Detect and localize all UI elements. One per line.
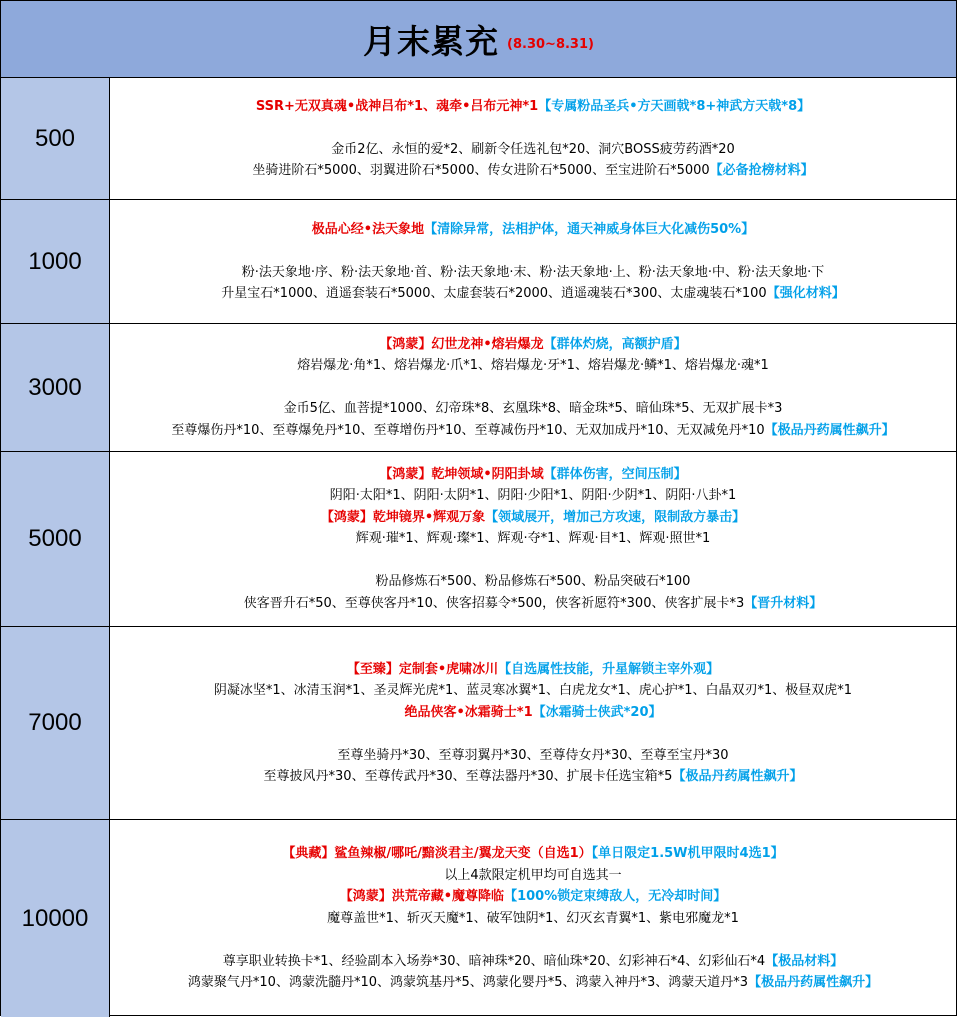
reward-text: 金币2亿、永恒的爱*2、刷新令任选礼包*20、洞穴BOSS疲劳药酒*20 — [331, 141, 735, 157]
reward-note: 【群体伤害，空间压制】 — [543, 466, 687, 482]
tier-table — [1, 78, 956, 1017]
reward-text: 鸿蒙聚气丹*10、鸿蒙洗髓丹*10、鸿蒙筑基丹*5、鸿蒙化婴丹*5、鸿蒙入神丹*3、鸿蒙天道丹*3 — [187, 975, 749, 991]
reward-text: 坐骑进阶石*5000、羽翼进阶石*5000、传女进阶石*5000、至宝进阶石*5000 — [252, 163, 710, 178]
reward-text: 阴阳·太阳*1、阴阳·太阴*1、阴阳·少阳*1、阴阳·少阴*1、阴阳·八卦*1 — [329, 488, 737, 504]
reward-text: 尊享职业转换卡*1、经验副本入场券*30、暗神珠*20、暗仙珠*20、幻彩神石*4、幻彩仙石*4 — [222, 953, 766, 969]
reward-note: 【自选属性技能，升星解锁主宰外观】 — [498, 661, 720, 677]
reward-note: 【群体灼烧，高额护盾】 — [543, 336, 687, 352]
reward-text: 至尊爆伤丹*10、至尊爆免丹*10、至尊增伤丹*10、至尊减伤丹*10、无双加成丹*10、无双减免丹*10 — [171, 422, 765, 438]
reward-note: 【极品丹药属性飙升】 — [764, 422, 895, 438]
reward-line — [340, 886, 726, 908]
reward-line — [347, 659, 719, 681]
tier-row — [1, 627, 956, 820]
tier-row — [1, 324, 956, 452]
reward-line — [337, 745, 728, 767]
tier-amount: 5000 — [1, 452, 110, 626]
reward-line — [242, 262, 825, 284]
reward-line — [356, 528, 711, 550]
highlight-reward: 【鸿蒙】幻世龙神•熔岩爆龙 — [379, 336, 544, 352]
reward-text: 粉·法天象地·序、粉·法天象地·首、粉·法天象地·末、粉·法天象地·上、粉·法天象地·中、粉·法天象地·下 — [241, 264, 825, 280]
reward-note: 【单日限定1.5W机甲限时4选1】 — [591, 846, 784, 862]
reward-text: 魔尊盖世*1、斩灭天魔*1、破军蚀阴*1、幻灭玄青翼*1、紫电邪魔龙*1 — [327, 910, 739, 926]
reward-line — [444, 865, 621, 887]
tier-row — [1, 200, 956, 324]
tier-rewards — [110, 200, 956, 323]
tier-row — [1, 820, 956, 1017]
tier-amount: 3000 — [1, 324, 110, 451]
reward-note: 【专属粉品圣兵•方天画戟*8+神武方天戟*8】 — [538, 98, 811, 114]
highlight-reward: 【鸿蒙】乾坤领域•阴阳卦域 — [379, 466, 544, 482]
highlight-reward: 【鸿蒙】乾坤镜界•辉观万象 — [320, 509, 486, 525]
reward-line — [297, 355, 769, 377]
reward-text: 升星宝石*1000、逍遥套装石*5000、太虚套装石*2000、逍遥魂装石*300、太虚魂装石*100 — [221, 286, 767, 301]
reward-line — [284, 398, 783, 420]
event-date-range: (8.30~8.31) — [507, 36, 594, 52]
tier-rewards — [110, 627, 956, 819]
tier-amount: 10000 — [1, 820, 110, 1017]
reward-line — [379, 464, 686, 486]
reward-text: 熔岩爆龙·角*1、熔岩爆龙·爪*1、熔岩爆龙·牙*1、熔岩爆龙·鳞*1、熔岩爆龙·魂*1 — [297, 358, 769, 374]
reward-line — [379, 334, 686, 356]
reward-text: 以上4款限定机甲均可自选其一 — [444, 867, 622, 883]
reward-text: 粉品修炼石*500、粉品修炼石*500、粉品突破石*100 — [375, 574, 691, 590]
reward-line — [221, 283, 844, 305]
reward-text: 至尊坐骑丹*30、至尊羽翼丹*30、至尊侍女丹*30、至尊至宝丹*30 — [337, 747, 729, 763]
tier-row — [1, 78, 956, 200]
reward-line — [214, 680, 852, 702]
reward-note: 【清除异常，法相护体，通天神威身体巨大化减伤50%】 — [424, 221, 755, 237]
reward-note: 【必备抢榜材料】 — [709, 163, 814, 178]
reward-line — [376, 571, 691, 593]
reward-note: 【极品丹药属性飙升】 — [748, 975, 879, 991]
tier-row — [1, 452, 956, 627]
reward-line — [330, 485, 737, 507]
reward-note: 【领域展开，增加己方攻速，限制敌方暴击】 — [485, 509, 746, 525]
highlight-reward: SSR+无双真魂•战神吕布*1、魂牵•吕布元神*1 — [255, 98, 539, 114]
tier-rewards — [110, 820, 956, 1017]
reward-line — [282, 843, 783, 865]
header-banner — [1, 1, 956, 78]
reward-line — [244, 593, 823, 615]
reward-note: 【极品丹药属性飙升】 — [672, 769, 803, 784]
reward-line — [256, 96, 810, 118]
tier-amount: 500 — [1, 78, 110, 199]
reward-line — [188, 972, 878, 994]
reward-line — [252, 160, 813, 182]
highlight-reward: 绝品侠客•冰霜骑士*1 — [404, 704, 533, 720]
reward-note: 【晋升材料】 — [744, 595, 823, 611]
highlight-reward: 【典藏】鲨鱼辣椒/哪吒/黯淡君主/翼龙天变（自选1） — [282, 846, 592, 862]
tier-rewards — [110, 452, 956, 626]
reward-text: 金币5亿、血菩提*1000、幻帝珠*8、玄凰珠*8、暗金珠*5、暗仙珠*5、无双扩展卡*3 — [283, 401, 783, 417]
tier-amount: 7000 — [1, 627, 110, 819]
reward-note: 【极品材料】 — [765, 953, 844, 969]
tier-rewards — [110, 78, 956, 199]
reward-text: 侠客晋升石*50、至尊侠客丹*10、侠客招募令*500，侠客祈愿符*300、侠客扩展卡*3 — [243, 595, 745, 611]
reward-note: 【100%锁定束缚敌人，无冷却时间】 — [504, 889, 727, 905]
reward-line — [264, 766, 803, 788]
reward-line — [327, 908, 739, 930]
reward-line — [312, 219, 754, 241]
tier-amount: 1000 — [1, 200, 110, 323]
reward-line — [223, 951, 843, 973]
reward-line — [171, 420, 894, 442]
page-title: 月末累充 — [363, 21, 500, 61]
reward-text: 辉观·璀*1、辉观·璨*1、辉观·夺*1、辉观·目*1、辉观·照世*1 — [355, 531, 711, 547]
tier-rewards — [110, 324, 956, 451]
reward-note: 【强化材料】 — [766, 286, 845, 301]
highlight-reward: 【至臻】定制套•虎啸冰川 — [346, 661, 499, 677]
highlight-reward: 极品心经•法天象地 — [311, 221, 425, 237]
reward-line — [404, 702, 661, 724]
reward-note: 【冰霜骑士侠武*20】 — [532, 704, 662, 720]
reward-text: 阴凝冰坚*1、冰清玉润*1、圣灵辉光虎*1、蓝灵寒冰翼*1、白虎龙女*1、虎心护*1、白晶双刃*1、极昼双虎*1 — [213, 683, 853, 698]
reward-line — [321, 507, 745, 529]
reward-text: 至尊披风丹*30、至尊传武丹*30、至尊法器丹*30、扩展卡任选宝箱*5 — [263, 769, 673, 784]
highlight-reward: 【鸿蒙】洪荒帝藏•魔尊降临 — [339, 889, 505, 905]
reward-line — [331, 139, 735, 161]
